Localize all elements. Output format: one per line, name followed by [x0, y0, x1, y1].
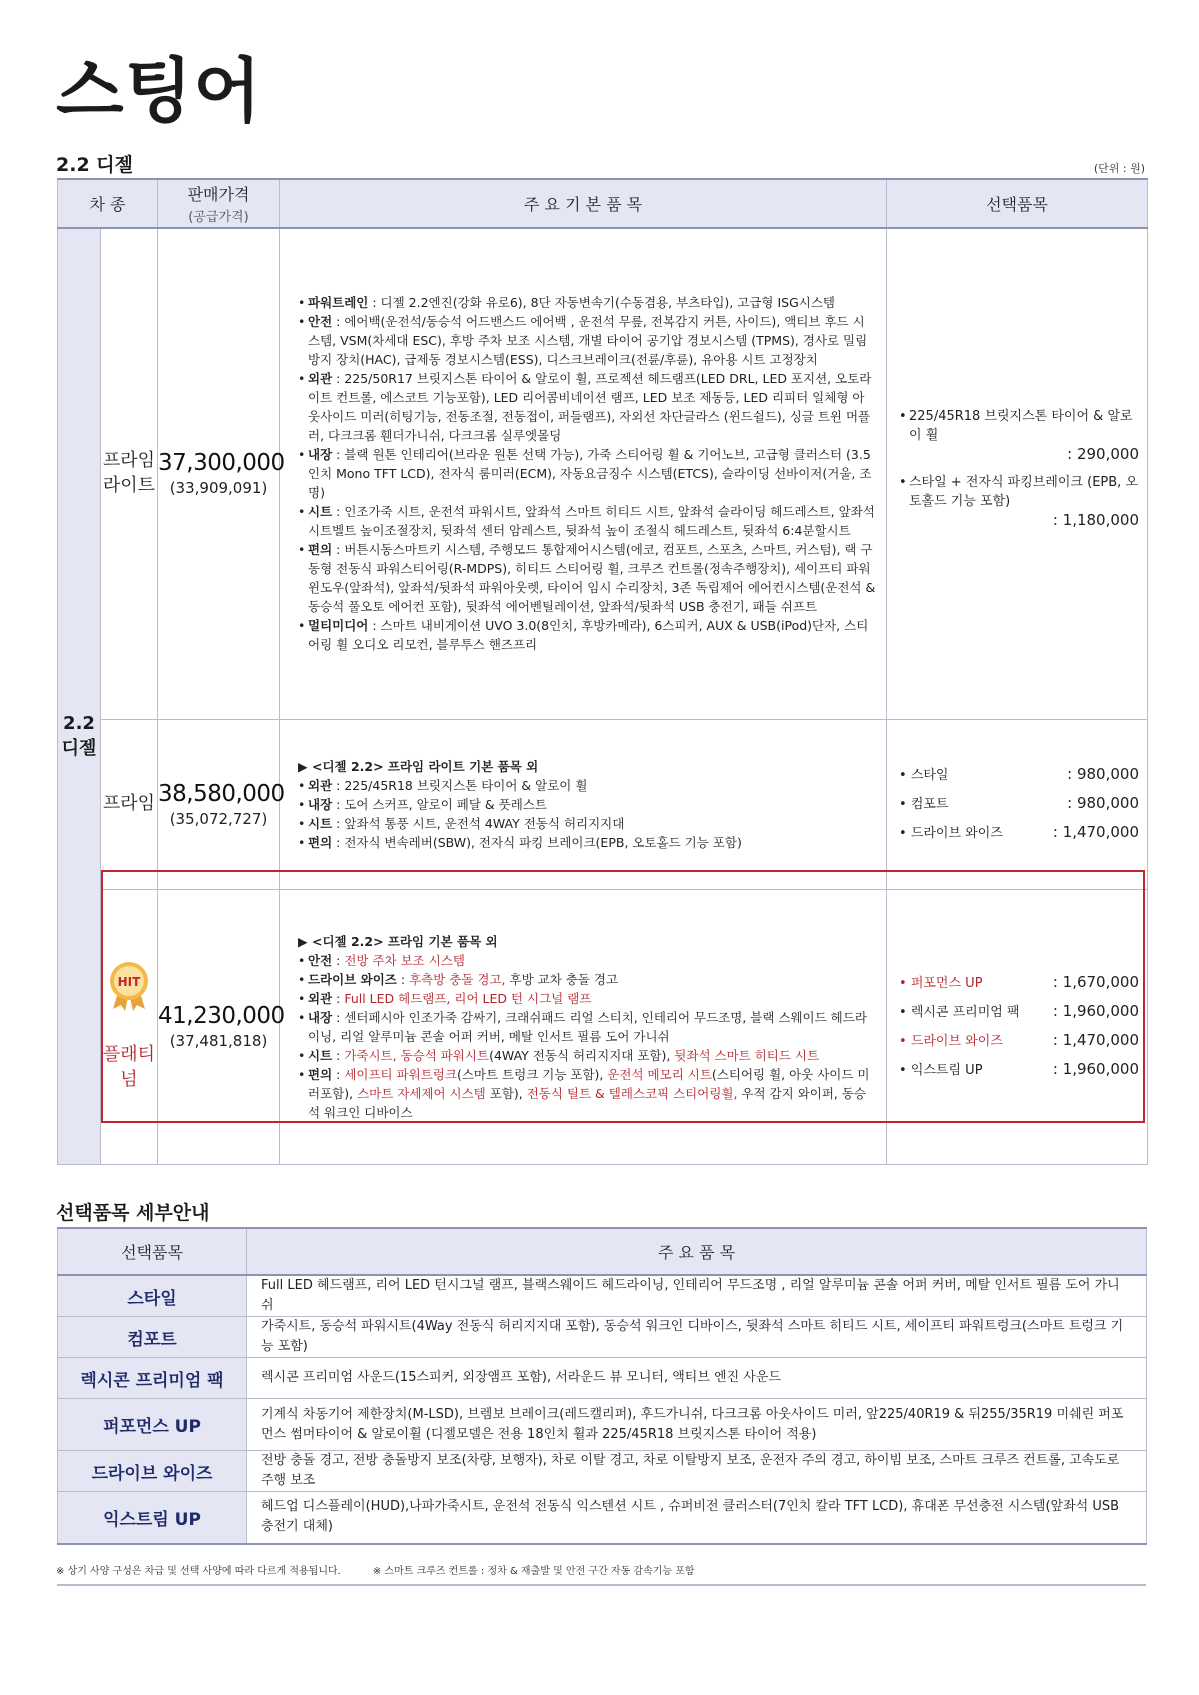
- feature-item: • 편의 : 세이프티 파워트렁크(스마트 트렁크 기능 포함), 운전석 메모리 시트(스티어링 휠, 아웃 사이드 미러포함), 스마트 자세제어 시스템 포함), 전동식 틸트 & 텔레스코픽 스티어링휠, 우적 감지 와이퍼, 동승석 워크인 디바이스: [298, 1065, 876, 1122]
- page-title: 스팅어: [56, 50, 262, 132]
- supply-price: (33,909,091): [169, 479, 268, 498]
- option-list: [887, 228, 1148, 719]
- detail-header-items: 주 요 품 목: [247, 1228, 1147, 1275]
- option-item: • 드라이브 와이즈 : 1,470,000: [899, 1031, 1139, 1049]
- option-name: 퍼포먼스 UP: [58, 1399, 247, 1451]
- feature-item: • 외관 : 225/45R18 브릿지스톤 타이어 & 알로이 휠: [298, 776, 876, 795]
- feature-item: • 외관 : 225/50R17 브릿지스톤 타이어 & 알로이 휠, 프로젝션 헤드램프(LED DRL, LED 포지션, 오토라이트 컨트롤, 에스코트 기능포함), LED 리어콤비네이션 램프, LED 보조 제동등, LED 리피터 일체형 아웃사이드 미러(히팅기능, 전동조절, 전동접이, 퍼들램프), 자외선 차단글라스 (윈드쉴드), 싱글 트윈 머플러, 다크크롬 휀더가니쉬, 다크크롬 실루엣몰딩: [298, 369, 876, 445]
- section-subtitle: 2.2 디젤: [56, 154, 133, 176]
- option-item: • 익스트림 UP : 1,960,000: [899, 1060, 1139, 1078]
- option-desc: Full LED 헤드램프, 리어 LED 턴시그널 램프, 블랙스웨이드 헤드라이닝, 인테리어 무드조명 , 리얼 알루미늄 콘솔 어퍼 커버, 메탈 인서트 필름 도어 가니쉬: [247, 1275, 1147, 1317]
- unit-note: (단위 : 원): [1093, 162, 1145, 175]
- trim-price-cell: [158, 228, 285, 719]
- feature-item: • 외관 : Full LED 헤드램프, 리어 LED 턴 시그널 램프: [298, 989, 876, 1008]
- trim-price-cell: [158, 719, 285, 889]
- feature-header: ▶ <디젤 2.2> 프라임 라이트 기본 품목 외: [298, 758, 539, 774]
- option-item: • 렉시콘 프리미엄 팩 : 1,960,000: [899, 1002, 1139, 1020]
- feature-item: • 내장 : 센터페시아 인조가죽 감싸기, 크래쉬패드 리얼 스티치, 인테리어 무드조명, 블랙 스웨이드 헤드라이닝, 리얼 알루미늄 콘솔 어퍼 커버, 메탈 인서트 필름 도어 가니쉬: [298, 1008, 876, 1046]
- option-desc: 렉시콘 프리미엄 사운드(15스피커, 외장앰프 포함), 서라운드 뷰 모니터, 액티브 엔진 사운드: [247, 1358, 1147, 1399]
- supply-price: (37,481,818): [169, 1032, 268, 1050]
- table-row: [58, 1317, 1147, 1358]
- trim-name: 프라임 라이트: [101, 228, 158, 719]
- option-desc: 헤드업 디스플레이(HUD),나파가죽시트, 운전석 전동식 익스텐션 시트 , 슈퍼비전 클러스터(7인치 칼라 TFT LCD), 휴대폰 무선충전 시스템(앞좌석 USB 충전기 대체): [247, 1492, 1147, 1544]
- footnote: ※ 스마트 크루즈 컨트롤 : 정차 & 재출발 및 안전 구간 자동 감속기능 포함: [372, 1566, 695, 1577]
- feature-item: • 시트 : 인조가죽 시트, 운전석 파워시트, 앞좌석 스마트 히티드 시트, 앞좌석 슬라이딩 헤드레스트, 앞좌석 시트벨트 높이조절장치, 뒷좌석 센터 암레스트, 뒷좌석 높이 조절식 헤드레스트, 뒷좌석 6:4분할시트: [298, 502, 876, 540]
- header-price: 판매가격 (공급가격): [158, 179, 280, 228]
- option-item: • 225/45R18 브릿지스톤 타이어 & 알로이 휠 : 290,000: [899, 408, 1139, 463]
- sale-price: 37,300,000: [158, 450, 285, 477]
- option-item: • 드라이브 와이즈 : 1,470,000: [899, 823, 1139, 841]
- sale-price: 41,230,000: [158, 1003, 285, 1029]
- price-table: [57, 178, 1148, 1165]
- table-row: [58, 1358, 1147, 1399]
- feature-item: • 내장 : 도어 스커프, 알로이 페달 & 풋레스트: [298, 795, 876, 814]
- feature-item: • 시트 : 가죽시트, 동승석 파워시트(4WAY 전동식 허리지지대 포함), 뒷좌석 스마트 히티드 시트: [298, 1046, 876, 1065]
- bottom-divider: [57, 1584, 1146, 1586]
- hit-badge-label: HIT: [117, 975, 141, 990]
- supply-price: (35,072,727): [169, 809, 268, 828]
- feature-list: [280, 889, 887, 1164]
- option-name: 컴포트: [58, 1317, 247, 1358]
- header-options: 선택품목: [887, 179, 1148, 228]
- feature-item: • 편의 : 버튼시동스마트키 시스템, 주행모드 통합제어시스템(에코, 컴포트, 스포츠, 스마트, 커스텀), 랙 구동형 전동식 파워스티어링(R-MDPS), 히티드 스티어링 휠, 크루즈 컨트롤(정속주행장치), 세이프티 파워윈도우(앞좌석), 앞좌석/뒷좌석 파워아웃렛, 타이어 임시 수리장치, 3존 독립제어 에어컨시스템(운전석 & 동승석 풀오토 에어컨 포함), 뒷좌석 에어벤틸레이션, 앞좌석/뒷좌석 USB 충전기, 패들 쉬프트: [298, 540, 876, 616]
- option-name: 익스트림 UP: [58, 1492, 247, 1544]
- trim-name: HIT 플래티넘: [101, 889, 158, 1164]
- option-name: 렉시콘 프리미엄 팩: [58, 1358, 247, 1399]
- option-item: • 스타일 + 전자식 파킹브레이크 (EPB, 오토홀드 기능 포함) : 1,180,000: [899, 474, 1139, 529]
- trim-name: 프라임: [101, 719, 158, 889]
- option-name: 드라이브 와이즈: [58, 1451, 247, 1492]
- hit-badge-icon: [109, 961, 149, 1013]
- feature-header: ▶ <디젤 2.2> 프라임 기본 품목 외: [298, 933, 498, 949]
- feature-item: • 안전 : 에어백(운전석/동승석 어드밴스드 에어백 , 운전석 무릎, 전복감지 커튼, 사이드), 액티브 후드 시스템, VSM(차세대 ESC), 후방 주차 보조 시스템, 개별 타이어 공기압 경보시스템 (TPMS), 경사로 밀림 방지 장치(HAC), 급제동 경보시스템(ESS), 디스크브레이크(전륜/후륜), 유아용 시트 고정장치: [298, 312, 876, 369]
- table-row: [58, 1451, 1147, 1492]
- feature-item: • 내장 : 블랙 원톤 인테리어(브라운 원톤 선택 가능), 가죽 스티어링 휠 & 기어노브, 고급형 클러스터 (3.5인치 Mono TFT LCD), 전자식 룸미러(ECM), 자동요금징수 시스템(ETCS), 슬라이딩 선바이저(거울, 조명): [298, 445, 876, 502]
- table-row: [58, 1275, 1147, 1317]
- feature-item: • 드라이브 와이즈 : 후측방 충돌 경고, 후방 교차 충돌 경고: [298, 970, 876, 989]
- sale-price: 38,580,000: [158, 780, 285, 807]
- feature-item: • 안전 : 전방 주차 보조 시스템: [298, 951, 876, 970]
- feature-list: [280, 228, 887, 719]
- option-item: • 퍼포먼스 UP : 1,670,000: [899, 973, 1139, 991]
- header-features: 주 요 기 본 품 목: [280, 179, 887, 228]
- option-name: 스타일: [58, 1275, 247, 1317]
- feature-list: [280, 719, 887, 889]
- feature-item: • 파워트레인 : 디젤 2.2엔진(강화 유로6), 8단 자동변속기(수동겸용, 부츠타입), 고급형 ISG시스템: [298, 293, 876, 312]
- detail-section-title: 선택품목 세부안내: [56, 1202, 210, 1224]
- feature-item: • 시트 : 앞좌석 통풍 시트, 운전석 4WAY 전동식 허리지지대: [298, 814, 876, 833]
- detail-header-option: 선택품목: [58, 1228, 247, 1275]
- footnotes: [56, 1562, 695, 1577]
- option-detail-table: [57, 1227, 1147, 1545]
- option-desc: 기계식 차동기어 제한장치(M-LSD), 브렘보 브레이크(레드캘리퍼), 후드가니쉬, 다크크롬 아웃사이드 미러, 앞225/40R19 & 뒤255/35R19 미쉐린 퍼포먼스 썸머타이어 & 알로이휠 (디젤모델은 전용 18인치 휠과 225/45R18 브릿지스톤 타이어 적용): [247, 1399, 1147, 1451]
- table-row: [58, 1399, 1147, 1451]
- trim-price-cell: [158, 889, 285, 1164]
- group-label: 2.2 디젤: [58, 228, 101, 1164]
- table-row: [58, 1492, 1147, 1544]
- option-list: [887, 719, 1148, 889]
- feature-item: • 편의 : 전자식 변속레버(SBW), 전자식 파킹 브레이크(EPB, 오토홀드 기능 포함): [298, 833, 876, 852]
- option-item: • 컴포트 : 980,000: [899, 794, 1139, 812]
- option-list: [887, 889, 1148, 1164]
- option-desc: 가죽시트, 동승석 파워시트(4Way 전동식 허리지지대 포함), 동승석 워크인 디바이스, 뒷좌석 스마트 히티드 시트, 세이프티 파워트렁크(스마트 트렁크 기능 포함): [247, 1317, 1147, 1358]
- feature-item: • 멀티미디어 : 스마트 내비게이션 UVO 3.0(8인치, 후방카메라), 6스피커, AUX & USB(iPod)단자, 스티어링 휠 오디오 리모컨, 블루투스 핸즈프리: [298, 616, 876, 654]
- header-trim: 차 종: [58, 179, 158, 228]
- option-desc: 전방 충돌 경고, 전방 충돌방지 보조(차량, 보행자), 차로 이탈 경고, 차로 이탈방지 보조, 운전자 주의 경고, 하이빔 보조, 스마트 크루즈 컨트롤, 고속도로 주행 보조: [247, 1451, 1147, 1492]
- option-item: • 스타일 : 980,000: [899, 765, 1139, 783]
- footnote: ※ 상기 사양 구성은 차급 및 선택 사양에 따라 다르게 적용됩니다.: [56, 1566, 341, 1577]
- header-price-sub: (공급가격): [188, 210, 249, 225]
